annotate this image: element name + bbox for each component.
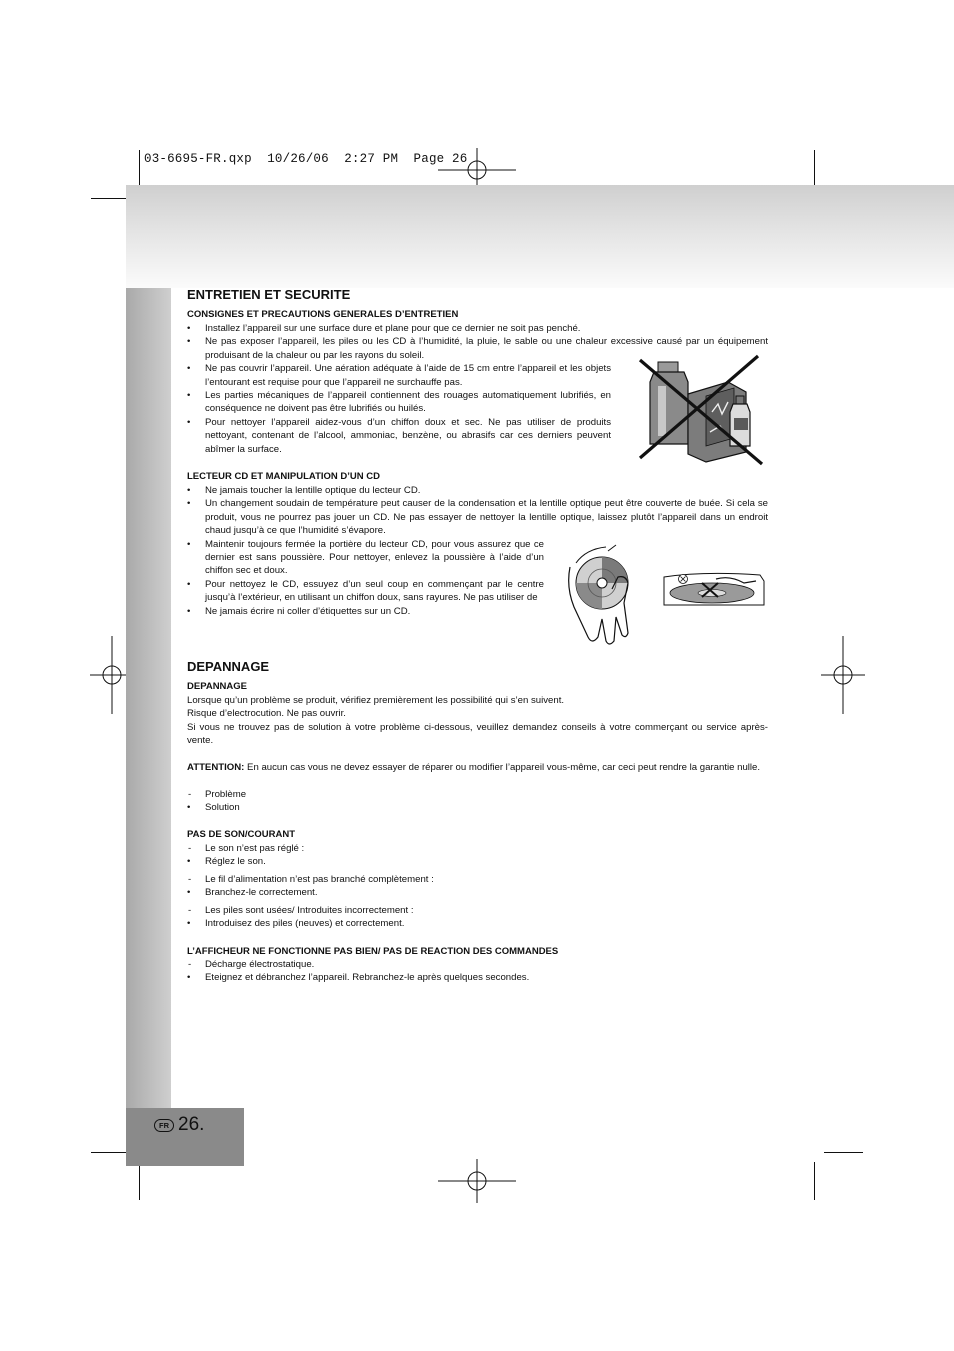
problem-item: - Le fil d’alimentation n’est pas branché complètement : [187, 873, 768, 886]
printer-slug: 03-6695-FR.qxp 10/26/06 2:27 PM Page 26 [144, 152, 468, 166]
problem-item: - Les piles sont usées/ Introduites incorrectement : [187, 904, 768, 917]
list-item: • Ne jamais écrire ni coller d’étiquettes sur un CD. [187, 605, 768, 618]
solution-item: • Réglez le son. [187, 855, 768, 868]
list-item: • Ne pas couvrir l’appareil. Une aération adéquate à l’aide de 15 cm entre l’appareil et les objets l’entourant est requise pour que l’appareil ne surchauffe pas. [187, 362, 611, 389]
page-number-text: 26. [178, 1114, 205, 1135]
section-title-depannage: DEPANNAGE [187, 659, 270, 674]
list-item: • Un changement soudain de température peut causer de la condensation et la lentille optique peut être couverte de buée. Si cela se produit, vous ne pourrez pas jouer un CD. Ne pas essayer de nettoyer la lentille optique, laissez plutôt l’appareil dans un endroit chaud jusqu’à ce que l’humidité s’évapore. [187, 497, 768, 537]
son-group-3 [187, 904, 768, 931]
intro-line-1: Lorsque qu’un problème se produit, vérifiez premièrement les possibilité qui s’en suivent. [187, 695, 565, 706]
list-item: • Ne pas exposer l’appareil, les piles ou les CD à l’humidité, la pluie, le sable ou une chaleur excessive causé par un équipement produisant de la chaleur ou par les rayons du soleil. [187, 335, 768, 362]
son-group-2 [187, 873, 768, 900]
crop-mark-bl-h [91, 1152, 130, 1153]
attention-text: En aucun cas vous ne devez essayer de réparer ou modifier l’appareil vous-même, car ceci peut rendre la garantie nulle. [244, 762, 761, 773]
crop-mark-br-v [814, 1162, 815, 1200]
son-group-1 [187, 842, 768, 869]
attention-label: ATTENTION: [187, 762, 245, 773]
subsection-title-son: PAS DE SON/COURANT [187, 829, 296, 840]
solution-item: • Branchez-le correctement. [187, 886, 768, 899]
header-band [126, 185, 954, 288]
cd-list [187, 484, 768, 618]
crop-mark-bl-v [139, 1162, 140, 1200]
attention-note [187, 761, 768, 774]
legend-problem: - Problème [187, 788, 768, 801]
crop-mark-tl-h [91, 198, 130, 199]
depannage-intro [187, 694, 768, 748]
intro-line-3: Si vous ne trouvez pas de solution à votre problème ci-dessous, veuillez demandez conseils à votre commerçant ou service après-vente. [187, 721, 768, 747]
subsection-title-depannage: DEPANNAGE [187, 681, 247, 692]
problem-item: - Décharge électrostatique. [187, 958, 768, 971]
list-item: • Pour nettoyer l’appareil aidez-vous d’un chiffon doux et sec. Ne pas utiliser de produits nettoyant, contenant de l’alcool, ammoniac, benzène, ou abrasifs car ces derniers peuvent abîmer la surface. [187, 416, 611, 456]
page-number [154, 1114, 204, 1136]
list-item: • Maintenir toujours fermée la portière du lecteur CD, pour vous assurez que ce dernier est sans poussière. Pour nettoyer, enlevez la poussière à l’aide d’un chiffon sec et doux. [187, 538, 544, 578]
list-item: • Installez l’appareil sur une surface dure et plane pour que ce dernier ne soit pas penché. [187, 322, 768, 335]
afficheur-list [187, 958, 768, 985]
solution-item: • Eteignez et débranchez l’appareil. Rebranchez-le après quelques secondes. [187, 971, 768, 984]
list-item: • Les parties mécaniques de l’appareil contiennent des rouages automatiquement lubrifiés, en conséquence ne doivent pas être lubrifiés ou huilés. [187, 389, 611, 416]
list-item: • Pour nettoyez le CD, essuyez d’un seul coup en commençant par le centre jusqu’à l’extérieur, en utilisant un chiffon doux, sans rayures. Ne pas utiliser de [187, 578, 544, 605]
legend-solution: • Solution [187, 801, 768, 814]
crop-mark-tl-v [139, 150, 140, 188]
side-band [126, 288, 171, 1108]
subsection-title-cd: LECTEUR CD ET MANIPULATION D’UN CD [187, 471, 380, 482]
registration-mark-right [821, 636, 865, 714]
list-item: • Ne jamais toucher la lentille optique du lecteur CD. [187, 484, 768, 497]
consignes-list [187, 322, 768, 456]
language-badge: FR [154, 1119, 174, 1132]
crop-mark-tr-v [814, 150, 815, 188]
subsection-title-consignes: CONSIGNES ET PRECAUTIONS GENERALES D’ENTRETIEN [187, 309, 459, 320]
intro-line-2: Risque d’electrocution. Ne pas ouvrir. [187, 708, 346, 720]
problem-item: - Le son n’est pas réglé : [187, 842, 768, 855]
registration-mark-bottom [438, 1159, 516, 1203]
solution-item: • Introduisez des piles (neuves) et correctement. [187, 917, 768, 930]
section-title-entretien: ENTRETIEN ET SECURITE [187, 287, 351, 302]
crop-mark-br-h [824, 1152, 863, 1153]
subsection-title-afficheur: L’AFFICHEUR NE FONCTIONNE PAS BIEN/ PAS DE REACTION DES COMMANDES [187, 946, 559, 957]
legend-list [187, 788, 768, 815]
